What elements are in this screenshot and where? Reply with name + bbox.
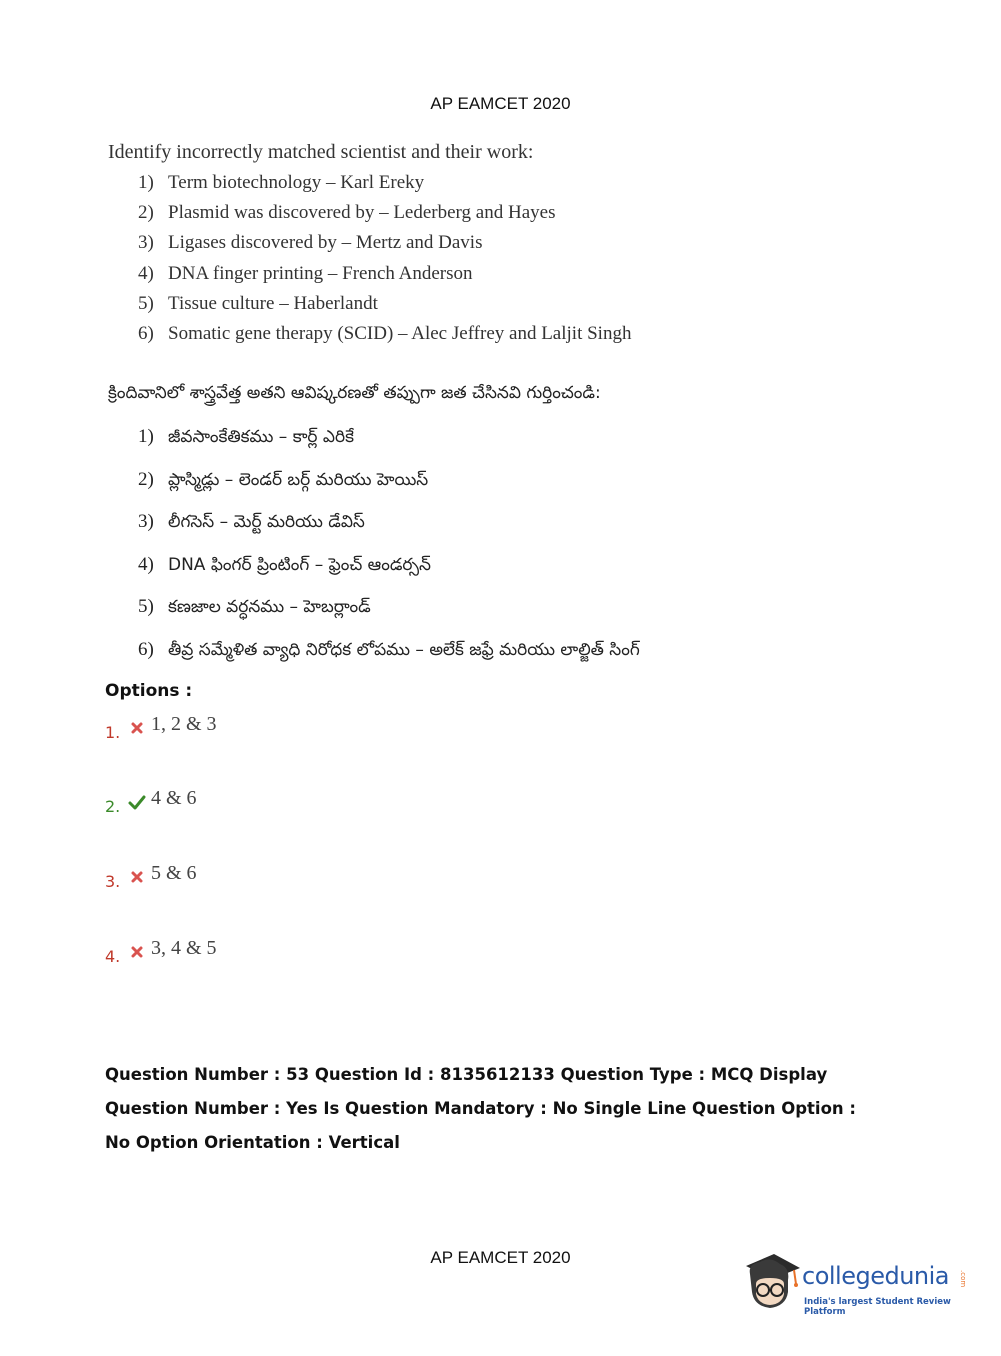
statement-item: 1) Term biotechnology – Karl Ereky <box>138 172 425 193</box>
statement-list-en <box>138 168 631 349</box>
cross-icon <box>127 867 147 887</box>
statement-item: 6) తీవ్ర సమ్మేళిత వ్యాధి నిరోధక లోపము – అలేక్ జఫ్రే మరియు లాల్జిత్ సింగ్ <box>138 638 640 660</box>
statement-list-te <box>138 416 640 671</box>
question-stem-te: క్రిందివానిలో శాస్త్రవేత్త అతని ఆవిష్కరణతో తప్పుగా జత చేసినవి గుర్తించండి: <box>108 383 601 403</box>
statement-item: 4) DNA finger printing – French Anderson <box>138 262 473 284</box>
options-heading: Options : <box>105 681 193 701</box>
page-footer: AP EAMCET 2020 <box>430 1248 571 1267</box>
option-text: 1, 2 & 3 <box>151 713 217 735</box>
statement-item: 2) Plasmid was discovered by – Lederberg and Hayes <box>138 202 556 224</box>
option-number: 1. <box>105 723 121 742</box>
option-1 <box>105 712 217 742</box>
question-english <box>108 138 631 349</box>
statement-item: 5) కణజాల వర్ధనము – హెబర్లాండ్ <box>138 596 371 617</box>
option-text: 4 & 6 <box>151 787 197 809</box>
option-number: 4. <box>105 947 121 966</box>
statement-item: 5) Tissue culture – Haberlandt <box>138 292 378 314</box>
cross-icon <box>127 718 147 738</box>
cross-icon <box>127 942 147 962</box>
logo-wordmark: collegedunia <box>802 1262 950 1290</box>
option-text: 5 & 6 <box>151 862 197 884</box>
statement-item: 3) Ligases discovered by – Mertz and Davis <box>138 232 483 254</box>
option-3 <box>105 861 197 891</box>
page-header: AP EAMCET 2020 <box>430 94 571 113</box>
option-number: 3. <box>105 872 121 891</box>
statement-item: 3) లీగసెస్ – మెర్ట్ మరియు డేవిస్ <box>138 511 365 532</box>
statement-item: 2) ప్లాస్మిడ్లు – లెండర్ బర్గ్ మరియు హెయిస్ <box>138 468 429 490</box>
logo-domain: .com <box>959 1270 967 1288</box>
option-text: 3, 4 & 5 <box>151 937 217 959</box>
option-2 <box>105 786 197 816</box>
collegedunia-logo <box>740 1248 972 1320</box>
question-metadata: Question Number : 53 Question Id : 8135612133 Question Type : MCQ Display Question Number : Yes Is Question Mandatory : No Single Line Question Option : No Option Orientation : Vertical <box>105 1065 857 1152</box>
check-icon <box>127 792 147 812</box>
statement-item: 1) జీవసాంకేతికము – కార్ల్ ఎరికే <box>138 426 354 447</box>
question-telugu <box>108 378 640 671</box>
statement-item: 4) DNA ఫింగర్ ప్రింటింగ్ – ఫ్రెంచ్ ఆండర్సన్ <box>138 553 431 575</box>
option-number: 2. <box>105 797 121 816</box>
question-stem-en: Identify incorrectly matched scientist and their work: <box>108 141 534 163</box>
option-4 <box>105 936 217 966</box>
student-mascot-icon <box>740 1248 802 1320</box>
statement-item: 6) Somatic gene therapy (SCID) – Alec Jeffrey and Laljit Singh <box>138 323 632 345</box>
logo-tagline: India's largest Student Review Platform <box>804 1297 951 1317</box>
